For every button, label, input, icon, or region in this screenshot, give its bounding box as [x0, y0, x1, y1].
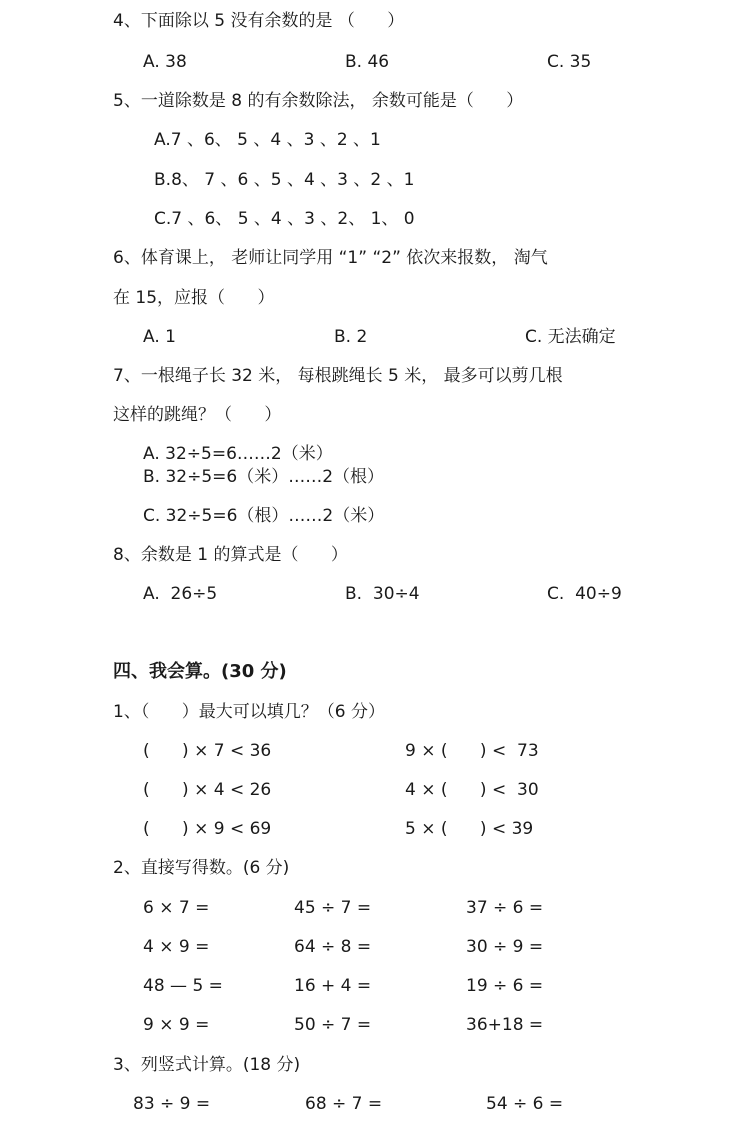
q6-option-b: B. 2	[334, 327, 368, 347]
s4-part1-row1-right: 9 × ( ) < 73	[405, 741, 539, 761]
q8-option-a: A. 26÷5	[143, 584, 218, 604]
q7-stem-line2: 这样的跳绳？（ ）	[113, 405, 282, 425]
s4-part1-title: 1、（ ）最大可以填几？（6 分）	[113, 702, 385, 722]
q5-option-a: A.7 、6、 5 、4 、3 、2 、1	[154, 130, 381, 150]
s4-part2-r3c3: 19 ÷ 6 =	[466, 976, 544, 996]
s4-part2-r1c2: 45 ÷ 7 =	[294, 898, 372, 918]
q6-stem-line1: 6、体育课上， 老师让同学用 “1” “2” 依次来报数， 淘气	[113, 248, 548, 268]
s4-part3-item1: 83 ÷ 9 =	[133, 1094, 211, 1114]
q4-option-c: C. 35	[547, 52, 592, 72]
s4-part2-r2c3: 30 ÷ 9 =	[466, 937, 544, 957]
s4-part3-item3: 54 ÷ 6 =	[486, 1094, 564, 1114]
s4-part2-r4c3: 36+18 =	[466, 1015, 544, 1035]
s4-part1-row2-right: 4 × ( ) < 30	[405, 780, 539, 800]
q5-stem: 5、一道除数是 8 的有余数除法， 余数可能是（ ）	[113, 91, 524, 111]
q7-stem-line1: 7、一根绳子长 32 米， 每根跳绳长 5 米， 最多可以剪几根	[113, 366, 563, 386]
s4-part2-r3c2: 16 + 4 =	[294, 976, 372, 996]
q6-option-a: A. 1	[143, 327, 176, 347]
s4-part2-r4c1: 9 × 9 =	[143, 1015, 210, 1035]
s4-part2-r2c1: 4 × 9 =	[143, 937, 210, 957]
s4-part1-row3-left: ( ) × 9 < 69	[143, 819, 272, 839]
q4-stem: 4、下面除以 5 没有余数的是 （ ）	[113, 11, 405, 31]
section4-title: 四、我会算。(30 分)	[113, 661, 287, 682]
s4-part3-title: 3、列竖式计算。(18 分)	[113, 1055, 301, 1075]
q5-option-b: B.8、 7 、6 、5 、4 、3 、2 、1	[154, 170, 415, 190]
q4-option-a: A. 38	[143, 52, 187, 72]
s4-part2-r1c1: 6 × 7 =	[143, 898, 210, 918]
q6-stem-line2: 在 15，应报（ ）	[113, 288, 275, 308]
q8-option-c: C. 40÷9	[547, 584, 622, 604]
s4-part1-row3-right: 5 × ( ) < 39	[405, 819, 534, 839]
q5-option-c: C.7 、6、 5 、4 、3 、2、 1、 0	[154, 209, 415, 229]
q4-option-b: B. 46	[345, 52, 390, 72]
s4-part1-row1-left: ( ) × 7 < 36	[143, 741, 272, 761]
s4-part2-r3c1: 48 — 5 =	[143, 976, 223, 996]
s4-part3-item2: 68 ÷ 7 =	[305, 1094, 383, 1114]
q8-stem: 8、余数是 1 的算式是（ ）	[113, 545, 348, 565]
s4-part2-title: 2、直接写得数。(6 分)	[113, 858, 290, 878]
q6-option-c: C. 无法确定	[525, 327, 616, 347]
s4-part2-r2c2: 64 ÷ 8 =	[294, 937, 372, 957]
s4-part1-row2-left: ( ) × 4 < 26	[143, 780, 272, 800]
q7-option-c: C. 32÷5=6（根）……2（米）	[143, 506, 385, 526]
q8-option-b: B. 30÷4	[345, 584, 420, 604]
q7-option-b: B. 32÷5=6（米）……2（根）	[143, 467, 385, 487]
s4-part2-r1c3: 37 ÷ 6 =	[466, 898, 544, 918]
q7-option-a: A. 32÷5=6……2（米）	[143, 444, 333, 464]
s4-part2-r4c2: 50 ÷ 7 =	[294, 1015, 372, 1035]
